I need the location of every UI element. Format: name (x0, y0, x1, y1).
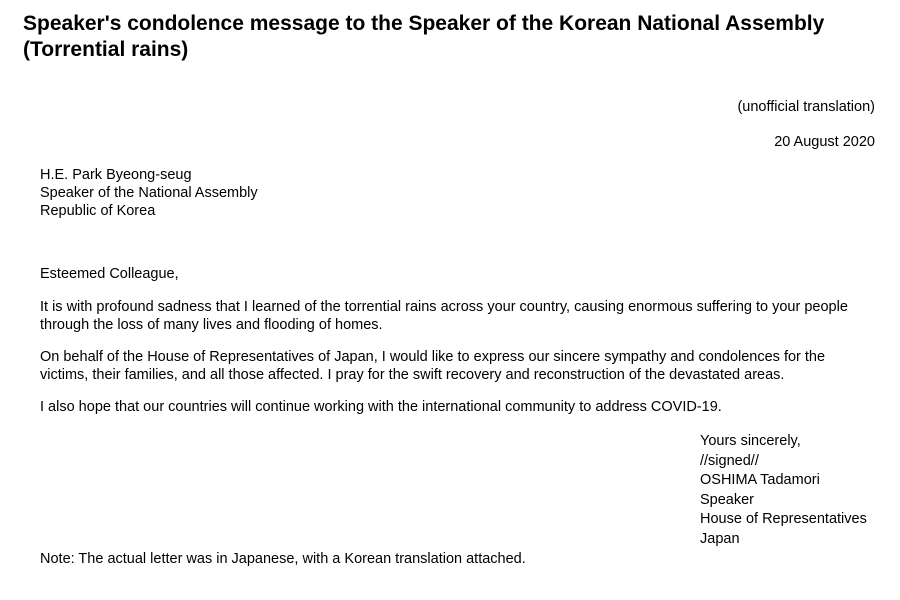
letter-paragraph-2: On behalf of the House of Representatives of Japan, I would like to express our sincere sympathy and condolences for the victims, their families, and all those affected. I pray for the swift recovery and reconstruction of the devastated areas. (40, 349, 826, 383)
signature-position: Speaker (700, 491, 755, 508)
signature-closing: Yours sincerely, (700, 433, 801, 449)
signature-organization: House of Representatives (700, 511, 867, 527)
translation-note: (unofficial translation) (737, 99, 875, 115)
addressee-position: Speaker of the National Assembly (40, 185, 258, 201)
page-title: Speaker's condolence message to the Speaker of the Korean National Assembly (Torrential rains) (23, 12, 825, 61)
addressee-name: H.E. Park Byeong-seug (40, 167, 192, 183)
signature-name: OSHIMA Tadamori (700, 472, 820, 488)
signature-signed: //signed// (700, 452, 759, 469)
addressee-block (40, 166, 258, 220)
footnote: Note: The actual letter was in Japanese, with a Korean translation attached. (40, 551, 526, 567)
letter-paragraph-3: I also hope that our countries will continue working with the international community to address COVID-19. (40, 399, 722, 415)
letter-date: 20 August 2020 (774, 134, 875, 150)
addressee-country: Republic of Korea (40, 203, 156, 219)
letter-paragraph-1: It is with profound sadness that I learned of the torrential rains across your country, causing enormous suffering to your people through the loss of many lives and flooding of homes. (40, 299, 848, 333)
signature-country: Japan (700, 530, 740, 547)
salutation: Esteemed Colleague, (40, 266, 179, 282)
signature-block (700, 432, 867, 549)
